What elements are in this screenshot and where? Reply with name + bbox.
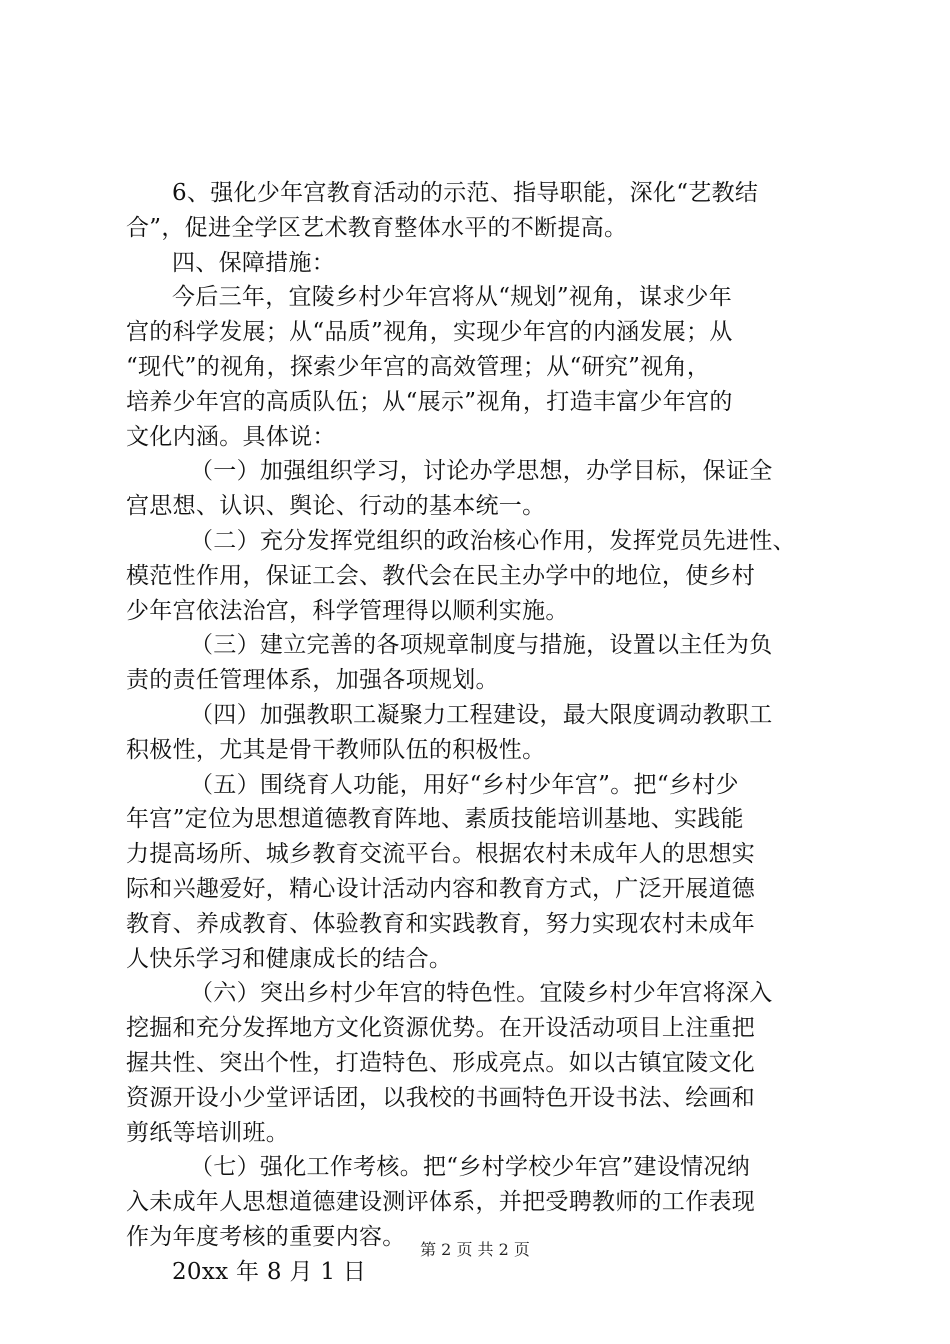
item-7-line-3: 作为年度考核的重要内容。	[126, 1223, 406, 1250]
item-6-line-1: （六）突出乡村少年宫的特色性。宜陵乡村少年宫将深入	[190, 980, 773, 1007]
intro-paragraph-line-5: 文化内涵。具体说：	[126, 423, 336, 450]
item-1-line-1: （一）加强组织学习，讨论办学思想，办学目标，保证全	[190, 458, 773, 485]
item-2-line-1: （二）充分发挥党组织的政治核心作用，发挥党员先进性、	[190, 527, 796, 554]
document-body	[126, 176, 838, 1290]
item-2-line-2: 模范性作用，保证工会、教代会在民主办学中的地位，使乡村	[126, 562, 756, 589]
paragraph-6-line-2: 合”，促进全学区艺术教育整体水平的不断提高。	[126, 214, 628, 241]
item-4-line-2: 积极性，尤其是骨干教师队伍的积极性。	[126, 736, 546, 763]
item-7-line-1: （七）强化工作考核。把“乡村学校少年宫”建设情况纳	[190, 1154, 751, 1181]
paragraph-6-line-1: 6、强化少年宫教育活动的示范、指导职能，深化“艺教结	[172, 180, 759, 206]
item-5-line-4: 际和兴趣爱好，精心设计活动内容和教育方式，广泛开展道德	[126, 875, 756, 902]
section-heading-safeguards: 四、保障措施：	[172, 249, 336, 276]
item-3-line-2: 责的责任管理体系，加强各项规划。	[126, 667, 499, 694]
item-6-line-2: 挖掘和充分发挥地方文化资源优势。在开设活动项目上注重把	[126, 1015, 756, 1042]
item-3-line-1: （三）建立完善的各项规章制度与措施，设置以主任为负	[190, 632, 773, 659]
intro-paragraph-line-4: 培养少年宫的高质队伍；从“展示”视角，打造丰富少年宫的	[126, 388, 733, 415]
item-7-line-2: 入未成年人思想道德建设测评体系，并把受聘教师的工作表现	[126, 1189, 756, 1216]
document-date: 20xx 年 8 月 1 日	[172, 1258, 367, 1285]
item-5-line-3: 力提高场所、城乡教育交流平台。根据农村未成年人的思想实	[126, 841, 756, 868]
item-5-line-1: （五）围绕育人功能，用好“乡村少年宫”。把“乡村少	[190, 771, 739, 798]
intro-paragraph-line-1: 今后三年，宜陵乡村少年宫将从“规划”视角，谋求少年	[172, 284, 733, 311]
intro-paragraph-line-2: 宫的科学发展；从“品质”视角，实现少年宫的内涵发展；从	[126, 319, 733, 346]
item-5-line-5: 教育、养成教育、体验教育和实践教育，努力实现农村未成年	[126, 910, 756, 937]
item-5-line-6: 人快乐学习和健康成长的结合。	[126, 945, 453, 972]
item-6-line-3: 握共性、突出个性，打造特色、形成亮点。如以古镇宜陵文化	[126, 1049, 756, 1076]
item-2-line-3: 少年宫依法治宫，科学管理得以顺利实施。	[126, 597, 569, 624]
page-footer: 第 2 页 共 2 页	[420, 1240, 530, 1259]
item-6-line-5: 剪纸等培训班。	[126, 1119, 290, 1146]
intro-paragraph-line-3: “现代”的视角，探索少年宫的高效管理；从“研究”视角，	[126, 353, 711, 380]
item-4-line-1: （四）加强教职工凝聚力工程建设，最大限度调动教职工	[190, 701, 773, 728]
item-6-line-4: 资源开设小少堂评话团，以我校的书画特色开设书法、绘画和	[126, 1084, 756, 1111]
item-1-line-2: 宫思想、认识、舆论、行动的基本统一。	[126, 493, 546, 520]
item-5-line-2: 年宫”定位为思想道德教育阵地、素质技能培训基地、实践能	[126, 806, 744, 833]
